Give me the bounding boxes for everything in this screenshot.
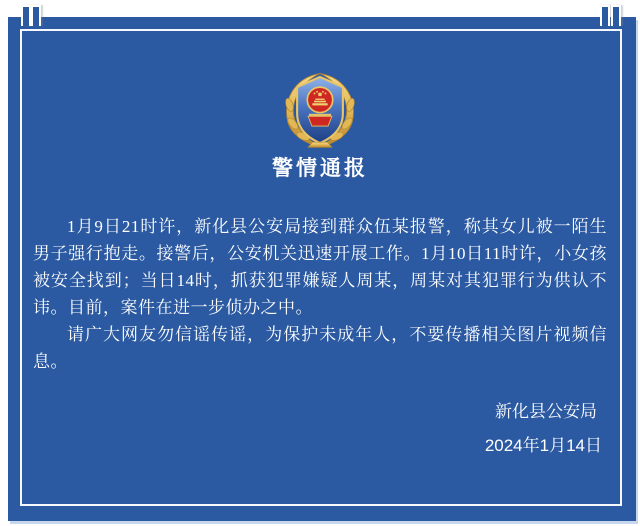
issuing-authority: 新化县公安局 [495,402,597,421]
police-badge-icon [276,71,364,149]
notice-paragraph: 请广大网友勿信谣传谣，为保护未成年人，不要传播相关图片视频信息。 [33,325,607,371]
corner-quote-mark-icon [21,5,31,26]
notice-date: 2024年1月14日 [484,436,602,455]
notice-title: 警情通报 [272,157,368,180]
notice-body [33,213,607,375]
corner-quote-mark-icon [600,5,610,26]
corner-quote-mark-icon [31,5,41,26]
signature-block [485,403,602,455]
notice-paragraph: 1月9日21时许，新化县公安局接到群众伍某报警，称其女儿被一陌生男子强行抱走。接警后，公安机关迅速开展工作。1月10日11时许，小女孩被安全找到；当日14时，抓获犯罪嫌疑人周某，周某对其犯罪行为供认不讳。目前，案件在进一步侦办之中。 [33,217,607,317]
corner-quote-mark-icon [611,5,621,26]
